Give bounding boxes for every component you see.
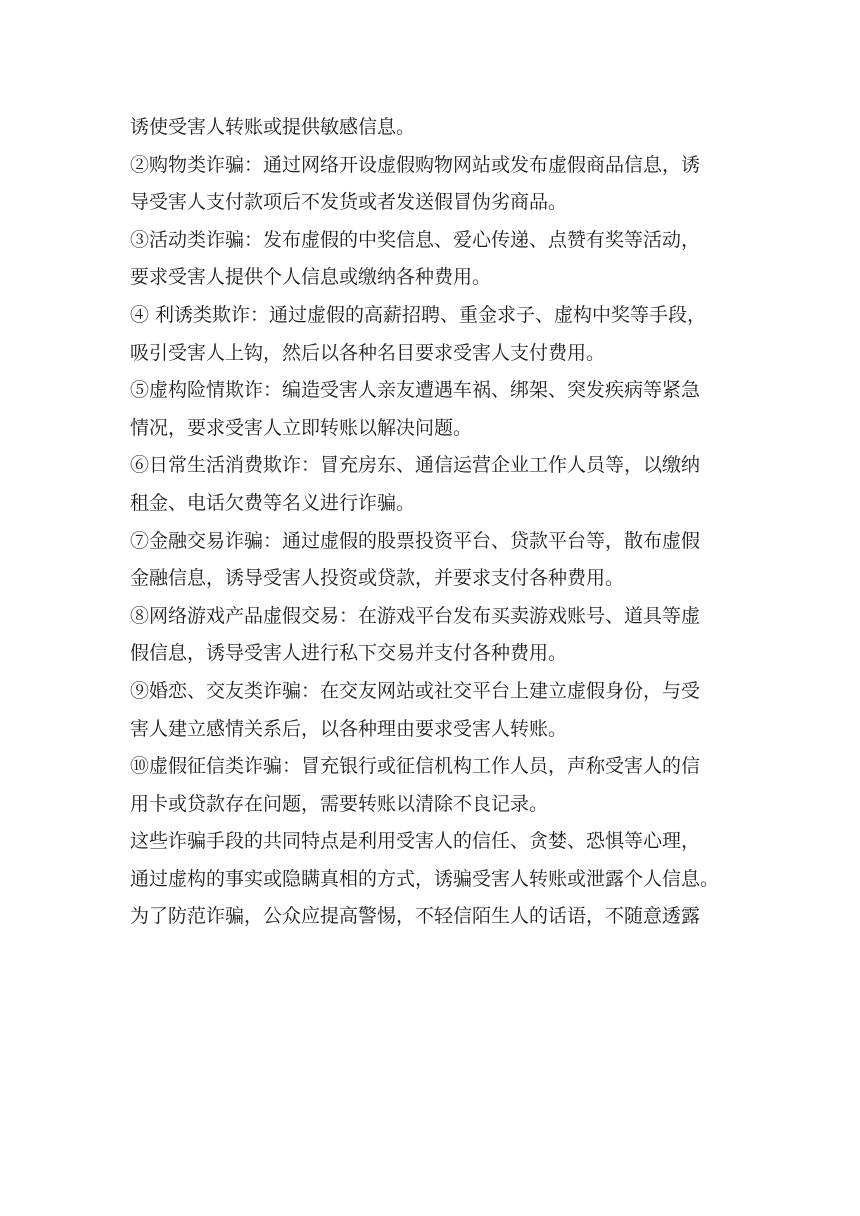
paragraph-romance-fraud [130, 673, 742, 748]
text-line: 要求受害人提供个人信息或缴纳各种费用。 [130, 266, 492, 289]
text-line: 吸引受害人上钩，然后以各种名目要求受害人支付费用。 [130, 341, 606, 364]
text-line: ⑧网络游戏产品虚假交易：在游戏平台发布买卖游戏账号、道具等虚 [130, 604, 701, 627]
text-line: 这些诈骗手段的共同特点是利用受害人的信任、贪婪、恐惧等心理， [130, 830, 701, 853]
text-line: 通过虚构的事实或隐瞒真相的方式，诱骗受害人转账或泄露个人信息。 [130, 867, 720, 890]
paragraph-summary [130, 823, 742, 936]
text-line: 害人建立感情关系后，以各种理由要求受害人转账。 [130, 717, 568, 740]
document-body [130, 109, 742, 936]
paragraph-lure-fraud [130, 297, 742, 372]
text-line: ⑩虚假征信类诈骗：冒充银行或征信机构工作人员，声称受害人的信 [130, 755, 701, 778]
text-line: ④ 利诱类欺诈：通过虚假的高薪招聘、重金求子、虚构中奖等手段， [130, 303, 707, 326]
paragraph-emergency-fraud [130, 372, 742, 447]
text-line: ②购物类诈骗：通过网络开设虚假购物网站或发布虚假商品信息，诱 [130, 153, 701, 176]
text-line: 金融信息，诱导受害人投资或贷款，并要求支付各种费用。 [130, 567, 625, 590]
text-line: 租金、电话欠费等名义进行诈骗。 [130, 491, 416, 514]
text-line: 假信息，诱导受害人进行私下交易并支付各种费用。 [130, 642, 568, 665]
paragraph-financial-fraud [130, 523, 742, 598]
text-line: ③活动类诈骗：发布虚假的中奖信息、爱心传递、点赞有奖等活动， [130, 228, 701, 251]
text-line: ⑥日常生活消费欺诈：冒充房东、通信运营企业工作人员等，以缴纳 [130, 454, 701, 477]
paragraph-daily-consumption-fraud [130, 447, 742, 522]
text-line: 导受害人支付款项后不发货或者发送假冒伪劣商品。 [130, 191, 568, 214]
text-line: 情况，要求受害人立即转账以解决问题。 [130, 416, 473, 439]
text-line: 用卡或贷款存在问题，需要转账以清除不良记录。 [130, 792, 549, 815]
text-line: ⑨婚恋、交友类诈骗：在交友网站或社交平台上建立虚假身份，与受 [130, 679, 701, 702]
paragraph-shopping-fraud [130, 147, 742, 222]
paragraph-credit-fraud [130, 748, 742, 823]
text-line: 诱使受害人转账或提供敏感信息。 [130, 116, 416, 138]
paragraph-activity-fraud [130, 222, 742, 297]
text-line: ⑦金融交易诈骗：通过虚假的股票投资平台、贷款平台等，散布虚假 [130, 529, 701, 552]
text-line: 为了防范诈骗，公众应提高警惕，不轻信陌生人的话语，不随意透露 [130, 905, 701, 928]
text-line: ⑤虚构险情欺诈：编造受害人亲友遭遇车祸、绑架、突发疾病等紧急 [130, 379, 701, 402]
paragraph-game-trade-fraud [130, 598, 742, 673]
paragraph-continuation [130, 109, 742, 147]
